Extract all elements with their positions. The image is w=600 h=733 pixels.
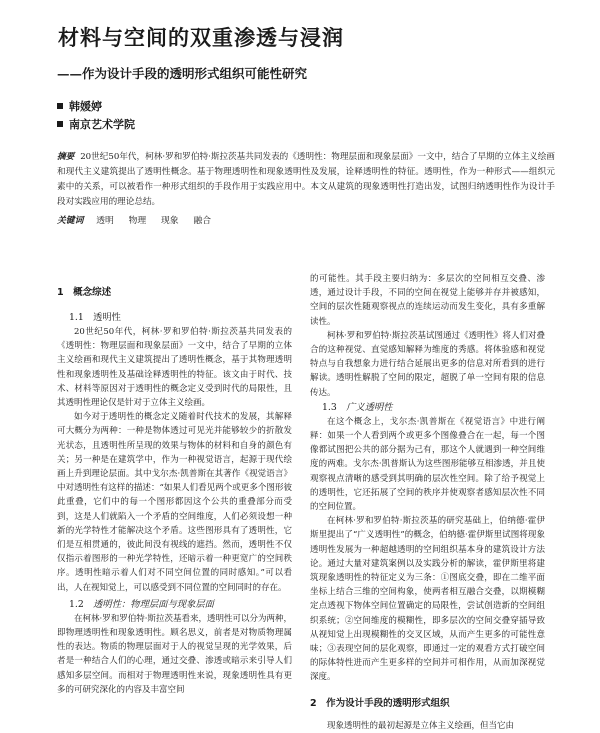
subsection-number: 1.2: [69, 598, 94, 610]
affiliation-line: [57, 116, 135, 132]
paper-subtitle: ——作为设计手段的透明形式组织可能性研究: [57, 66, 308, 81]
keyword: 物理: [128, 216, 147, 226]
body-paragraph: 如今对于透明性的概念定义随着时代技术的发展，其解释可大概分为两种：一种是物体透过可见光并能够较少的折散发光状态，且透明性所呈现的效果与物体的材料和自身的颜色有关；另一种是在建筑学中，作为一种视觉语言，起源于现代绘画上升到理论层面。其中戈尔杰·凯普斯在其著作《视觉语言》中对透明性有这样的描述：“如果人们看见两个或更多个图形彼此重叠，它们中的每一个图形都因这个公共的重叠部分而受到，这是人们就陷入一个矛盾的空间维度，人们必须设想一种新的光学特性才能解决这个矛盾。这些图形具有了透明性，它们是互相贯通的，彼此间没有视线的遮挡。然而，透明性不仅仅指示着图形的一种光学特性，还暗示着一种更宽广的空间秩序。透明性暗示着人们对不同空间位置的同时感知。”可以看出，人在视知觉上，可以感受到不同位置的空间同时的存在。: [57, 412, 292, 593]
affiliation-bullet-icon: [57, 121, 63, 127]
body-paragraph: 现象透明性的最初起源是立体主义绘画，但当它由: [327, 720, 515, 731]
subsection-number: 1.3: [322, 401, 347, 413]
author-line: [57, 98, 102, 114]
keywords: [57, 213, 555, 226]
abstract-text: 20世纪50年代，柯林·罗和罗伯特·斯拉茨基共同发表的《透明性：物理层面和现象层面》一文中，结合了早期的立体主义绘画和现代主义建筑提出了透明性概念。基于物理透明性和现象透明性及发展，诠释透明性的特征。透明性，作为一种形式——组织元素中的关系，可以被看作一种形式组织的手段作用于实践应用中。本文从建筑的现象透明性打造出发，试图归纳透明性作为设计手段对实践应用的理论总结。: [57, 152, 555, 207]
author-affiliation: 南京艺术学院: [69, 118, 135, 131]
subsection-title: 透明性：物理层面与现象层面: [93, 598, 214, 610]
keywords-label: 关键词: [57, 216, 84, 226]
body-paragraph: 在柯林·罗和罗伯特·斯拉茨基的研究基础上，伯纳德·霍伊斯里提出了“广义透明性”的概念，伯纳德·霍伊斯里试图将现象透明性发展为一种超越透明的空间组织基本身的建筑设计方法论。通过大量对建筑案例以及实践分析的解读，霍伊斯里将建筑现象透明性的特征定义为三条：①图底交叠，即在二维平面坐标上结合三维的空间构象，使两者相互融合交叠，以期模糊定点透视下物体空间位置确定的局限性，尝试创造新的空间组织系统；②空间维度的模糊性，即多层次的空间交叠穿插导致从视知觉上出现模糊性的交叉区域，从而产生更多的可能性意味；③表现空间的层化观察，即通过一定的观看方式打破空间的际体特性进而产生更多样的空间并可相作用，从而加深视觉深度。: [310, 516, 545, 683]
body-paragraph: 柯林·罗和罗伯特·斯拉茨基试图通过《透明性》将人们对叠合的这种视觉、直觉感知解释为维度的秀感。将体验感和视觉特点与自我想象力进行结合延展出更多的信息对所看到的进行解读。透明性解脱了空间的限定，超脱了单一空间有限的信息传达。: [310, 330, 545, 398]
body-paragraph: 20世纪50年代，柯林·罗和罗伯特·斯拉茨基共同发表的《透明性：物理层面和现象层面》一文中，结合了早期的立体主义绘画和现代主义建筑提出了透明性概念，基于其物理透明性和现象透明性及基础诠释透明性的特征。该文由于时代、技术、材料等原因对于透明性的概念定义受到时代的局限性，且其透明性理论仅是针对于立体主义绘画。: [57, 327, 292, 409]
keyword: 透明: [96, 216, 114, 226]
keyword: 现象: [161, 216, 179, 226]
keyword: 融合: [193, 216, 212, 226]
section-heading: 2 作为设计手段的透明形式组织: [310, 697, 450, 709]
subsection-heading: [57, 597, 292, 612]
paper-title: 材料与空间的双重渗透与浸润: [58, 26, 344, 50]
abstract: [57, 150, 555, 210]
abstract-label: 摘要: [57, 152, 75, 162]
subsection-heading: 1.1 透明性: [69, 312, 121, 323]
body-paragraph: 的可能性。其手段主要归纳为：多层次的空间相互交叠、渗透，通过设计手段，不同的空间在视觉上能够并存并被感知，空间的层次性随观察视点的连续运动而发生变化，具有多重解读性。: [310, 274, 545, 327]
author-name: 韩媛婷: [69, 100, 102, 113]
author-bullet-icon: [57, 103, 63, 109]
body-paragraph: 在柯林·罗和罗伯特·斯拉茨基看来，透明性可以分为两种，即物理透明性和现象透明性。顾名思义，前者是对物质物理属性的表达。物质的物理层面对于人的视觉呈现的光学效果，后者是一种结合人们的心理，通过交叠、渗透或暗示来引导人们感知多层空间。而相对于物理透明性来说，现象透明性具有更多的可研究深化的内容及丰富空间: [57, 613, 292, 695]
section-heading: 1 概念综述: [57, 287, 112, 298]
subsection-title: 广义透明性: [346, 401, 393, 413]
body-paragraph: 在这个概念上，戈尔杰·凯普斯在《视觉语言》中进行阐释：如果一个人看到两个或更多个图像叠合在一起，每一个图像都试图把公共的部分据为己有，那这个人就遇到一种空间维度的两难。戈尔杰·凯普斯认为这些图形能够互相渗透，并且使观察视点清晰的感受到其明确的层次性空间。除了给予视觉上的透明性，它还拓展了空间的秩序并使观察者感知层次性不同的空间位置。: [310, 416, 545, 513]
left-column: [57, 286, 292, 697]
right-column: [310, 272, 545, 733]
subsection-heading: [310, 400, 545, 415]
